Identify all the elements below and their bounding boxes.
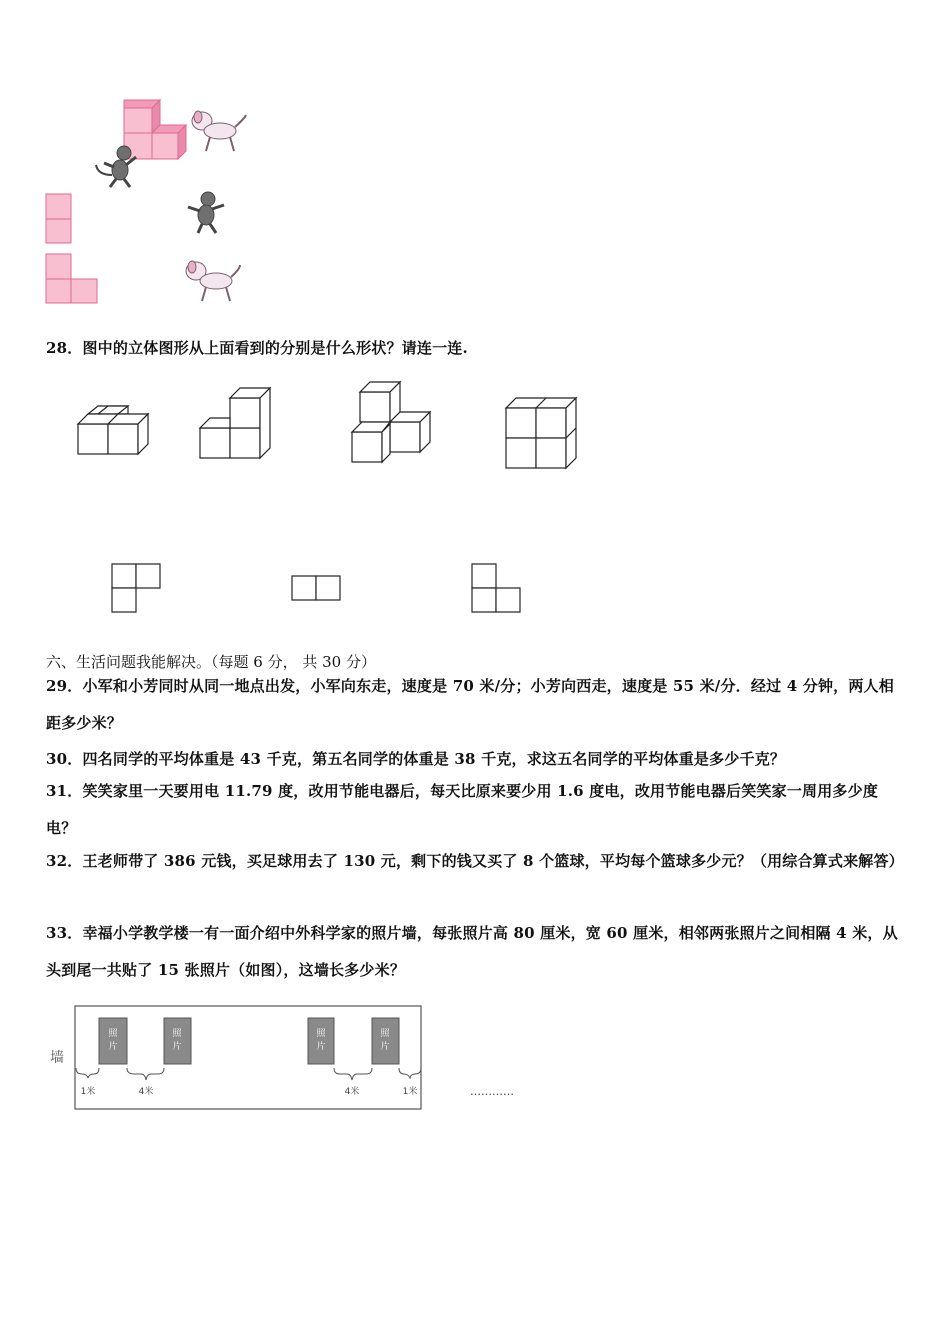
- brace-1m-left: [76, 1068, 99, 1078]
- dog-icon-2: [186, 261, 240, 301]
- photo-label: 片: [172, 1042, 182, 1052]
- q27-figure: [40, 95, 260, 310]
- photo-label: 片: [108, 1042, 118, 1052]
- monkey-icon: [96, 146, 136, 187]
- photo-label: 片: [316, 1042, 326, 1052]
- brace-1m-right: [399, 1068, 421, 1078]
- solid-b: [200, 388, 270, 458]
- top-view-3: [472, 564, 520, 612]
- question-28: 28．图中的立体图形从上面看到的分别是什么形状？请连一连.: [46, 339, 468, 357]
- photo-frames: [99, 1018, 399, 1064]
- photo-label: 照: [172, 1029, 182, 1039]
- wall-label: 墙: [50, 1050, 64, 1066]
- brace-4m-left: [127, 1068, 164, 1080]
- brace-4m-right: [334, 1068, 372, 1080]
- gap-label-4m: 4米: [344, 1087, 360, 1097]
- photo-label: 照: [380, 1029, 390, 1039]
- monkey-icon-2: [188, 192, 224, 233]
- question-33: 33．幸福小学教学楼一有一面介绍中外科学家的照片墙，每张照片高 80 厘米，宽 60 厘米，相邻两张照片之间相隔 4 米，从头到尾一共贴了 15 张照片（如图），这墙长多少米？: [46, 924, 898, 979]
- view-shape-2: [46, 254, 97, 303]
- gap-label-1m: 1米: [402, 1087, 418, 1097]
- top-view-1: [112, 564, 160, 612]
- solid-c: [352, 382, 430, 462]
- photo-label: 照: [316, 1029, 326, 1039]
- question-30: 30．四名同学的平均体重是 43 千克，第五名同学的体重是 38 千克，求这五名同学的平均体重是多少千克？: [46, 750, 786, 768]
- solid-a: [78, 406, 148, 454]
- question-29: 29．小军和小芳同时从同一地点出发，小军向东走，速度是 70 米/分；小芳向西走，速度是 55 米/分．经过 4 分钟，两人相距多少米？: [46, 677, 894, 732]
- photo-label: 照: [108, 1029, 118, 1039]
- solid-d: [506, 398, 576, 468]
- ellipsis: …………: [470, 1085, 514, 1098]
- pink-block-solid: [124, 100, 186, 159]
- q28-solids: [70, 378, 590, 478]
- gap-label-1m: 1米: [80, 1087, 96, 1097]
- wall-figure: [46, 1000, 526, 1115]
- question-31: 31．笑笑家里一天要用电 11.79 度，改用节能电器后，每天比原来要少用 1.6 度电，改用节能电器后笑笑家一周用多少度电？: [46, 782, 879, 837]
- top-view-2: [292, 576, 340, 600]
- photo-label: 片: [380, 1042, 390, 1052]
- gap-label-4m: 4米: [138, 1087, 154, 1097]
- section-heading: 六、生活问题我能解决。（每题 6 分， 共 30 分）: [46, 653, 376, 671]
- question-32: 32．王老师带了 386 元钱，买足球用去了 130 元，剩下的钱又买了 8 个篮球，平均每个篮球多少元？（用综合算式来解答）: [46, 852, 904, 870]
- view-shape-1: [46, 194, 71, 243]
- dog-icon: [192, 111, 246, 151]
- q28-top-views: [110, 562, 530, 617]
